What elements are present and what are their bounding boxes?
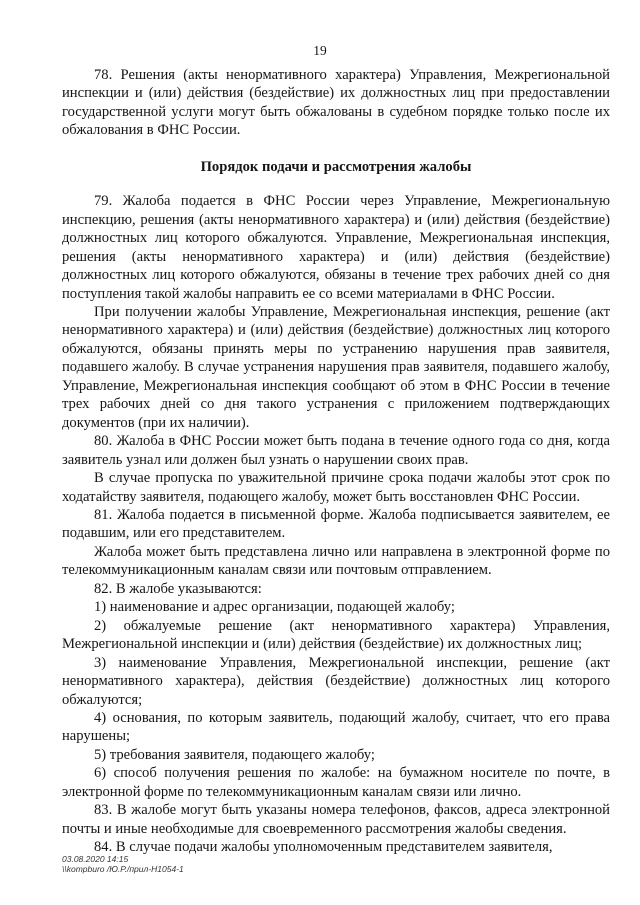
section-heading: Порядок подачи и рассмотрения жалобы <box>200 158 472 175</box>
paragraph-78: 78. Решения (акты ненормативного характера) Управления, Межрегиональной инспекции и (или) действия (бездействие) их должностных лиц при предоставлении государственной услуги могут быть обжалованы в судебном порядке только после их обжалования в ФНС России. <box>62 67 610 139</box>
paragraph-80: 80. Жалоба в ФНС России может быть подана в течение одного года со дня, когда заявитель узнал или должен был узнать о нарушении своих прав. <box>62 433 610 468</box>
paragraph-83: 83. В жалобе могут быть указаны номера телефонов, факсов, адреса электронной почты и иные необходимые для своевременного рассмотрения жалобы сведения. <box>62 802 610 837</box>
list-item-3: 3) наименование Управления, Межрегиональной инспекции, решение (акт ненормативного характера), действия (бездействие) должностных лиц которого обжалуются; <box>62 654 610 708</box>
list-item-2: 2) обжалуемые решение (акт ненормативного характера) Управления, Межрегиональной инспекции и (или) действия (бездействие) их должностных лиц; <box>62 617 610 653</box>
list-item-1: 1) наименование и адрес организации, подающей жалобу; <box>94 599 455 616</box>
document-footer <box>62 854 184 874</box>
paragraph-79: 79. Жалоба подается в ФНС России через Управление, Межрегиональную инспекцию, решения (акты ненормативного характера) и (или) действия (бездействие) должностных лиц которого обжалуются. Управление, Межрегиональная инспекция, решения (акты ненормативного характера) и (или) действия (бездействие) должностных лиц которого обжалуются, обязаны в течение трех рабочих дней со дня поступления такой жалобы направить ее со всеми материалами в ФНС России. <box>62 193 610 302</box>
list-item-6: 6) способ получения решения по жалобе: на бумажном носителе по почте, в электронной форме по телекоммуникационным каналам связи или лично. <box>62 765 610 800</box>
paragraph-82: 82. В жалобе указываются: <box>94 580 262 597</box>
paragraph-80-cont: В случае пропуска по уважительной причине срока подачи жалобы этот срок по ходатайству заявителя, подающего жалобу, может быть восстановлен ФНС России. <box>62 470 610 505</box>
page-number: 19 <box>313 43 327 58</box>
list-item-5: 5) требования заявителя, подающего жалобу; <box>94 746 375 763</box>
list-item-4: 4) основания, по которым заявитель, подающий жалобу, считает, что его права нарушены; <box>62 709 610 745</box>
paragraph-79-cont: При получении жалобы Управление, Межрегиональная инспекция, решение (акт ненормативного характера) и (или) действия (бездействие) должностных лиц которого обжалуются, обязаны принять меры по устранению нарушения прав заявителя, подавшего жалобу. В случае устранения нарушения прав заявителя, подавшего жалобу, Управление, Межрегиональная инспекция сообщают об этом в ФНС России в течение трех рабочих дней со дня такого устранения с приложением подтверждающих документов (при их наличии). <box>62 303 610 431</box>
paragraph-84: 84. В случае подачи жалобы уполномоченным представителем заявителя, <box>94 839 553 856</box>
paragraph-81-cont: Жалоба может быть представлена лично или направлена в электронной форме по телекоммуникационным каналам связи или почтовым отправлением. <box>62 543 610 579</box>
footer-path: \\kompburo /Ю.Р./прил-Н1054-1 <box>62 864 184 874</box>
footer-date: 03.08.2020 14:15 <box>62 854 129 864</box>
paragraph-81: 81. Жалоба подается в письменной форме. Жалоба подписывается заявителем, ее подавшим, или его представителем. <box>62 506 610 542</box>
document-body <box>62 66 610 857</box>
